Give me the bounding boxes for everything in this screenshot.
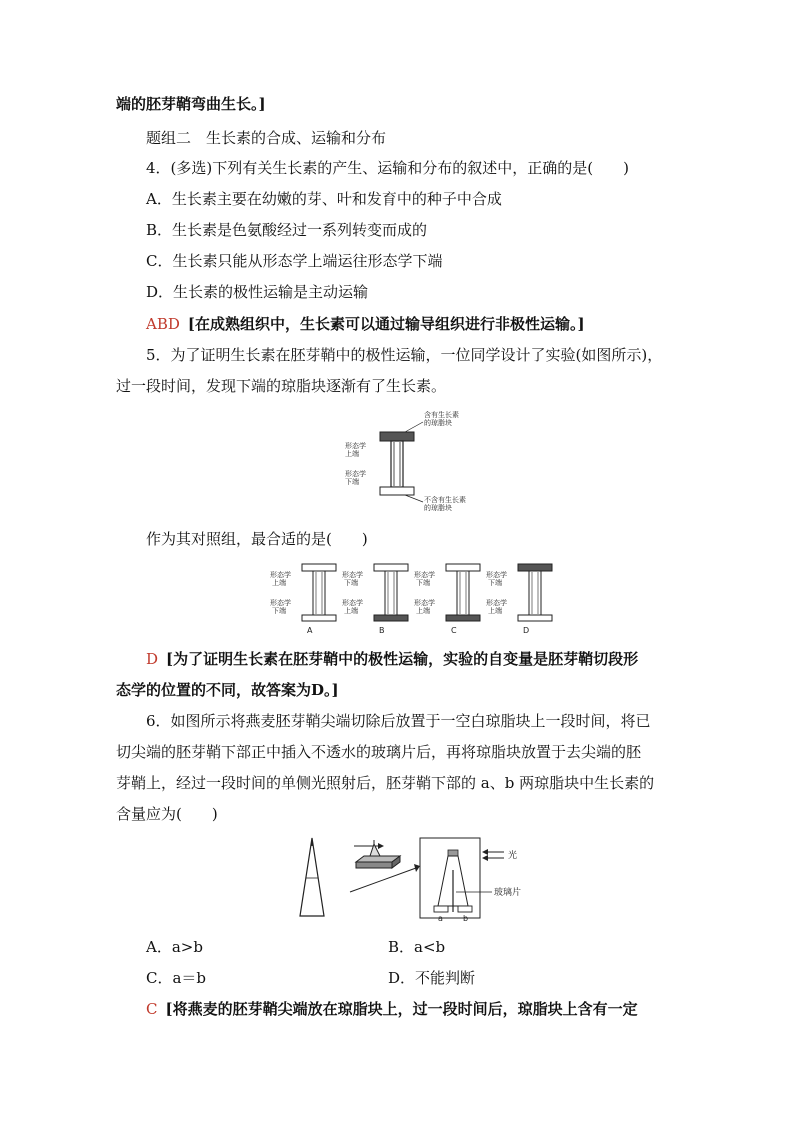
q6-option-a: A．a>b [146,938,203,956]
q5-answer-line2: 态学的位置的不同，故答案为D。] [116,681,339,699]
q5-answer-letter: D [146,650,159,668]
label-bottom-agar-1: 不含有生长素 [424,496,466,504]
q5-stem-line2: 过一段时间，发现下端的琼脂块逐渐有了生长素。 [116,377,447,395]
svg-text:形态学: 形态学 [414,599,435,607]
q4-answer-letter: ABD [146,315,180,333]
svg-text:形态学: 形态学 [414,571,435,579]
svg-text:形态学: 形态学 [486,571,507,579]
svg-text:下端: 下端 [344,579,358,587]
svg-text:形态学: 形态学 [342,599,363,607]
q4-option-a: A．生长素主要在幼嫩的芽、叶和发育中的种子中合成 [146,190,502,208]
option-a-diagram [270,564,336,635]
option-d-diagram [486,564,552,635]
top-agar-block [380,432,414,441]
q5-options-figure [268,560,558,638]
q4-answer [146,314,585,334]
option-c-diagram [414,564,480,635]
svg-text:形态学: 形态学 [342,571,363,579]
block-b [458,906,472,912]
glass-label: 玻璃片 [494,888,522,898]
q5-sub-question: 作为其对照组，最合适的是( ) [146,530,368,548]
q6-stem-line2: 切尖端的胚芽鞘下部正中插入不透水的玻璃片后，再将琼脂块放置于去尖端的胚 [116,743,642,761]
light-label: 光 [508,851,518,861]
block-b-label: b [463,914,469,922]
svg-text:形态学: 形态学 [270,571,291,579]
svg-text:形态学: 形态学 [486,599,507,607]
label-top-agar-2: 的琼脂块 [424,419,452,427]
q6-stem-line3: 芽鞘上，经过一段时间的单侧光照射后，胚芽鞘下部的 a、b 两琼脂块中生长素的 [116,774,655,792]
section-heading: 题组二 生长素的合成、运输和分布 [146,129,387,147]
q4-stem: 4．(多选)下列有关生长素的产生、运输和分布的叙述中，正确的是( ) [146,159,629,177]
q6-stem-line4: 含量应为( ) [116,805,218,823]
svg-text:下端: 下端 [416,579,430,587]
q4-option-b: B．生长素是色氨酸经过一系列转变而成的 [146,221,428,239]
svg-text:下端: 下端 [272,607,286,615]
label-top-agar-1: 含有生长素 [424,411,459,419]
q5-answer-line1 [146,649,638,669]
q6-experiment-figure [292,832,542,922]
svg-text:上端: 上端 [272,579,286,587]
svg-text:上端: 上端 [488,607,502,615]
q4-answer-explanation: [在成熟组织中，生长素可以通过输导组织进行非极性运输。] [187,315,585,333]
option-a-letter: A [307,626,313,635]
block-a [434,906,448,912]
block-a-label: a [438,914,443,922]
label-upper-1: 形态学 [345,442,366,450]
label-upper-2: 上端 [345,450,359,458]
label-lower-2: 下端 [345,478,359,486]
q4-option-d: D．生长素的极性运输是主动运输 [146,283,369,301]
q6-option-c: C．a＝b [146,969,207,987]
label-lower-1: 形态学 [345,470,366,478]
agar-on-top [448,850,458,856]
bottom-agar-block [380,487,414,495]
q5-answer-explanation-1: [为了证明生长素在胚芽鞘中的极性运输，实验的自变量是胚芽鞘切段形 [166,650,639,668]
option-b-diagram [342,564,408,635]
coleoptile-cone [300,838,324,916]
q6-option-b: B．a<b [388,938,446,956]
q6-answer [146,999,638,1019]
continued-answer: 端的胚芽鞘弯曲生长。] [116,95,266,113]
q5-experiment-figure [335,408,495,518]
option-d-letter: D [523,626,530,635]
option-c-letter: C [451,626,457,635]
q6-answer-letter: C [146,1000,158,1018]
label-bottom-agar-2: 的琼脂块 [424,504,452,512]
coleoptile-segment [391,441,403,487]
option-b-letter: B [379,626,385,635]
q6-stem-line1: 6．如图所示将燕麦胚芽鞘尖端切除后放置于一空白琼脂块上一段时间，将已 [146,712,651,730]
svg-text:上端: 上端 [416,607,430,615]
q5-stem-line1: 5．为了证明生长素在胚芽鞘中的极性运输，一位同学设计了实验(如图所示)， [146,346,663,364]
q6-option-d: D．不能判断 [388,969,476,987]
svg-text:下端: 下端 [488,579,502,587]
svg-text:形态学: 形态学 [270,599,291,607]
q6-answer-explanation: [将燕麦的胚芽鞘尖端放在琼脂块上，过一段时间后，琼脂块上含有一定 [165,1000,638,1018]
svg-text:上端: 上端 [344,607,358,615]
q4-option-c: C．生长素只能从形态学上端运往形态学下端 [146,252,443,270]
